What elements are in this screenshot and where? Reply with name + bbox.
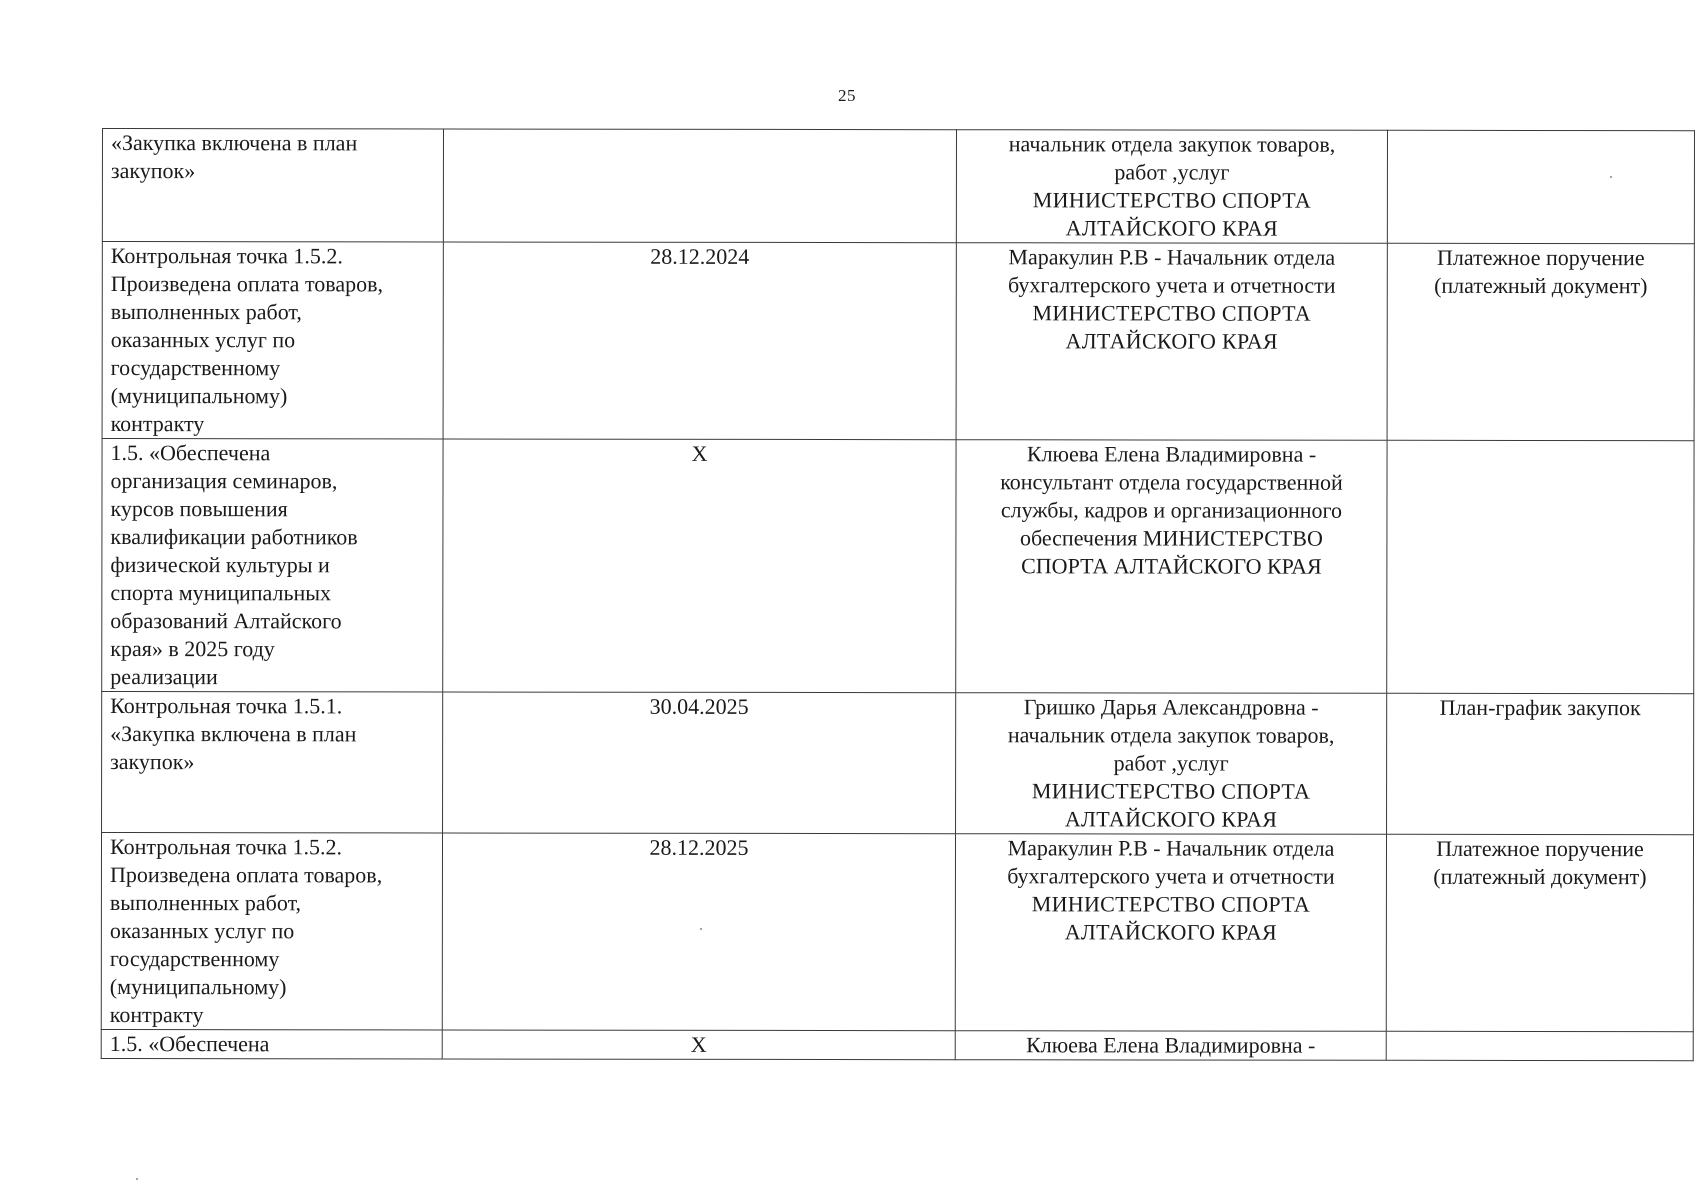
cell-date: X	[443, 439, 956, 693]
cell-responsible: Клюева Елена Владимировна - консультант отдела государственной службы, кадров и организационного обеспечения МИНИСТЕРСТВО СПОРТА АЛТАЙСКОГО КРАЯ	[956, 440, 1387, 694]
table-row	[102, 692, 1694, 835]
cell-document	[1387, 130, 1694, 243]
cell-responsible: Маракулин Р.В - Начальник отдела бухгалтерского учета и отчетности МИНИСТЕРСТВО СПОРТА АЛТАЙСКОГО КРАЯ	[955, 834, 1386, 1032]
cell-organization: МИНИСТЕРСТВО СПОРТА АЛТАЙСКОГО КРАЯ	[1032, 300, 1311, 354]
scan-speck	[1610, 176, 1612, 178]
cell-responsible: Клюева Елена Владимировна -	[955, 1031, 1386, 1061]
scan-speck	[136, 1178, 138, 1180]
cell-responsible: начальник отдела закупок товаров, работ ,услуг МИНИСТЕРСТВО СПОРТА АЛТАЙСКОГО КРАЯ	[956, 130, 1387, 244]
cell-document: Платежное поручение (платежный документ)	[1386, 834, 1693, 1031]
cell-organization: МИНИСТЕРСТВО СПОРТА АЛТАЙСКОГО КРАЯ	[1032, 187, 1312, 241]
cell-document: План-график закупок	[1387, 693, 1694, 834]
table-row	[102, 242, 1694, 441]
table-row	[101, 833, 1693, 1032]
cell-date: 30.04.2025	[443, 692, 956, 834]
cell-date: X	[442, 1030, 955, 1060]
cell-responsible: Гришко Дарья Александровна - начальник отдела закупок товаров, работ ,услуг МИНИСТЕРСТВО СПОРТА АЛТАЙСКОГО КРАЯ	[956, 693, 1387, 835]
cell-name: «Закупка включена в план закупок»	[102, 129, 443, 242]
table-row	[102, 439, 1694, 694]
cell-date	[443, 129, 956, 243]
cell-date: 28.12.2024	[443, 242, 956, 440]
scan-speck	[700, 928, 702, 930]
cell-date: 28.12.2025	[442, 833, 955, 1031]
cell-organization: МИНИСТЕРСТВО СПОРТА АЛТАЙСКОГО КРАЯ	[1031, 891, 1311, 945]
page-number: 25	[838, 86, 856, 105]
cell-name: Контрольная точка 1.5.2. Произведена оплата товаров, выполненных работ, оказанных услуг по государственному (муниципальному) контракту	[102, 242, 443, 439]
cell-name: 1.5. «Обеспечена организация семинаров, курсов повышения квалификации работников физической культуры и спорта муниципальных образований Алтайского края» в 2025 году реализации	[102, 439, 443, 692]
cell-document	[1386, 1031, 1693, 1060]
cell-responsible: Маракулин Р.В - Начальник отдела бухгалтерского учета и отчетности МИНИСТЕРСТВО СПОРТА АЛТАЙСКОГО КРАЯ	[956, 243, 1387, 441]
cell-document: Платежное поручение (платежный документ)	[1387, 243, 1694, 440]
cell-organization: МИНИСТЕРСТВО СПОРТА АЛТАЙСКОГО КРАЯ	[1031, 778, 1311, 832]
cell-name: Контрольная точка 1.5.1. «Закупка включена в план закупок»	[102, 692, 443, 833]
cell-document	[1387, 440, 1694, 693]
control-points-table	[101, 128, 1695, 1061]
cell-name: 1.5. «Обеспечена	[101, 1029, 442, 1058]
cell-name: Контрольная точка 1.5.2. Произведена оплата товаров, выполненных работ, оказанных услуг по государственному (муниципальному) контракту	[101, 833, 442, 1030]
table-row	[101, 1029, 1693, 1060]
table-row	[102, 129, 1694, 244]
